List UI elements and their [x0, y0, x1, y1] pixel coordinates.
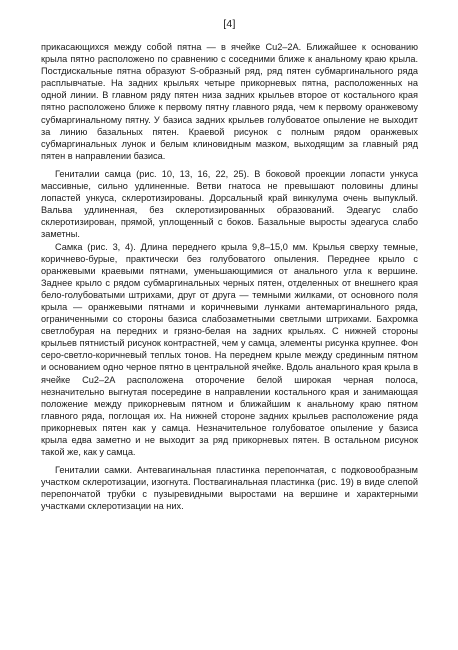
paragraph-male-genitalia: Гениталии самца (рис. 10, 13, 16, 22, 25). В боковой проекции лопасти ункуса массивные, сильно удлиненные. Ветви гнатоса не превышают половины длины лопастей ункуса, склеротизированы. Дорсальный край винкулума очень выпуклый. Вальва удлиненная, без склеротизированных образований. Эдеагус слабо склеротизирован, прямой, уплощенный с боков. Базальные выросты эдеагуса слабо заметны. — [41, 168, 418, 240]
paragraph-female-description: Самка (рис. 3, 4). Длина переднего крыла 9,8–15,0 мм. Крылья сверху темные, коричнево-бурые, практически без голубоватого опыления. Переднее крыло с оранжевыми краевыми пятнами, уменьшающимися от анального угла к вершине. Заднее крыло с рядом субмаргинальных черных пятен, отделенных от внешнего края бело-голубоватыми штрихами, друг от друга — темными жилками, от основного поля крыла — оранжевыми пятнами и коричневыми лунками антемаргинального ряда, ограниченными со стороны базиса слабозаметными светлыми штрихами. Бахромка светлобурая на передних и грязно-белая на задних крыльях. С нижней стороны крыльев пятнистый рисунок контрастней, чем у самца, элементы рисунка крупнее. Фон серо-светло-коричневый теплых тонов. На переднем крыле между срединным пятном и основанием одно черное пятно в центральной ячейке. Вдоль анального края крыла в ячейке Cu2–2A расположена оторочение белой широкая черная полоса, незначительно выгнутая посередине в направлении костального края и занимающая положение между прикорневым пятном и ближайшим к анальному краю пятном главного ряда, поглощая их. На нижней стороне задних крыльев расположение ряда прикорневых пятен как у самца. Незначительное голубоватое опыление у базиса крыла едва заметно и не выходит за ряд прикорневых пятен. В остальном рисунок такой же, как у самца. — [41, 241, 418, 458]
page-number: [4] — [223, 18, 236, 30]
paragraph-continued-description: прикасающихся между собой пятна — в ячейке Cu2–2A. Ближайшее к основанию крыла пятно расположено по сравнению с соседними ближе к анальному краю крыла. Постдискальные пятна образуют S-образный ряд, ряд пятен субмаргинального ряда расплывчатые. На задних крыльях четыре прикорневых пятна, расположенных на одной линии. В главном ряду пятен низа задних крыльев второе от костального края пятно расположено ближе к первому пятну главного ряда, чем к первому оранжевому субмаргинальному пятну. У базиса задних крыльев голубоватое опыление не выходит за линию базальных пятен. Краевой рисунок с полным рядом оранжевых субмаргинальных лунок и белым клиновидным мазком, выходящим за главный ряд пятен в направлении базиса. — [41, 42, 418, 161]
paragraph-female-genitalia: Гениталии самки. Антевагинальная пластинка перепончатая, с подковообразным участком склеротизации, изогнута. Поствагинальная пластинка (рис. 19) в виде слепой перепончатой трубки с пузыревидными выростами на вершине и характерными участками склеротизации на них. — [41, 465, 418, 512]
